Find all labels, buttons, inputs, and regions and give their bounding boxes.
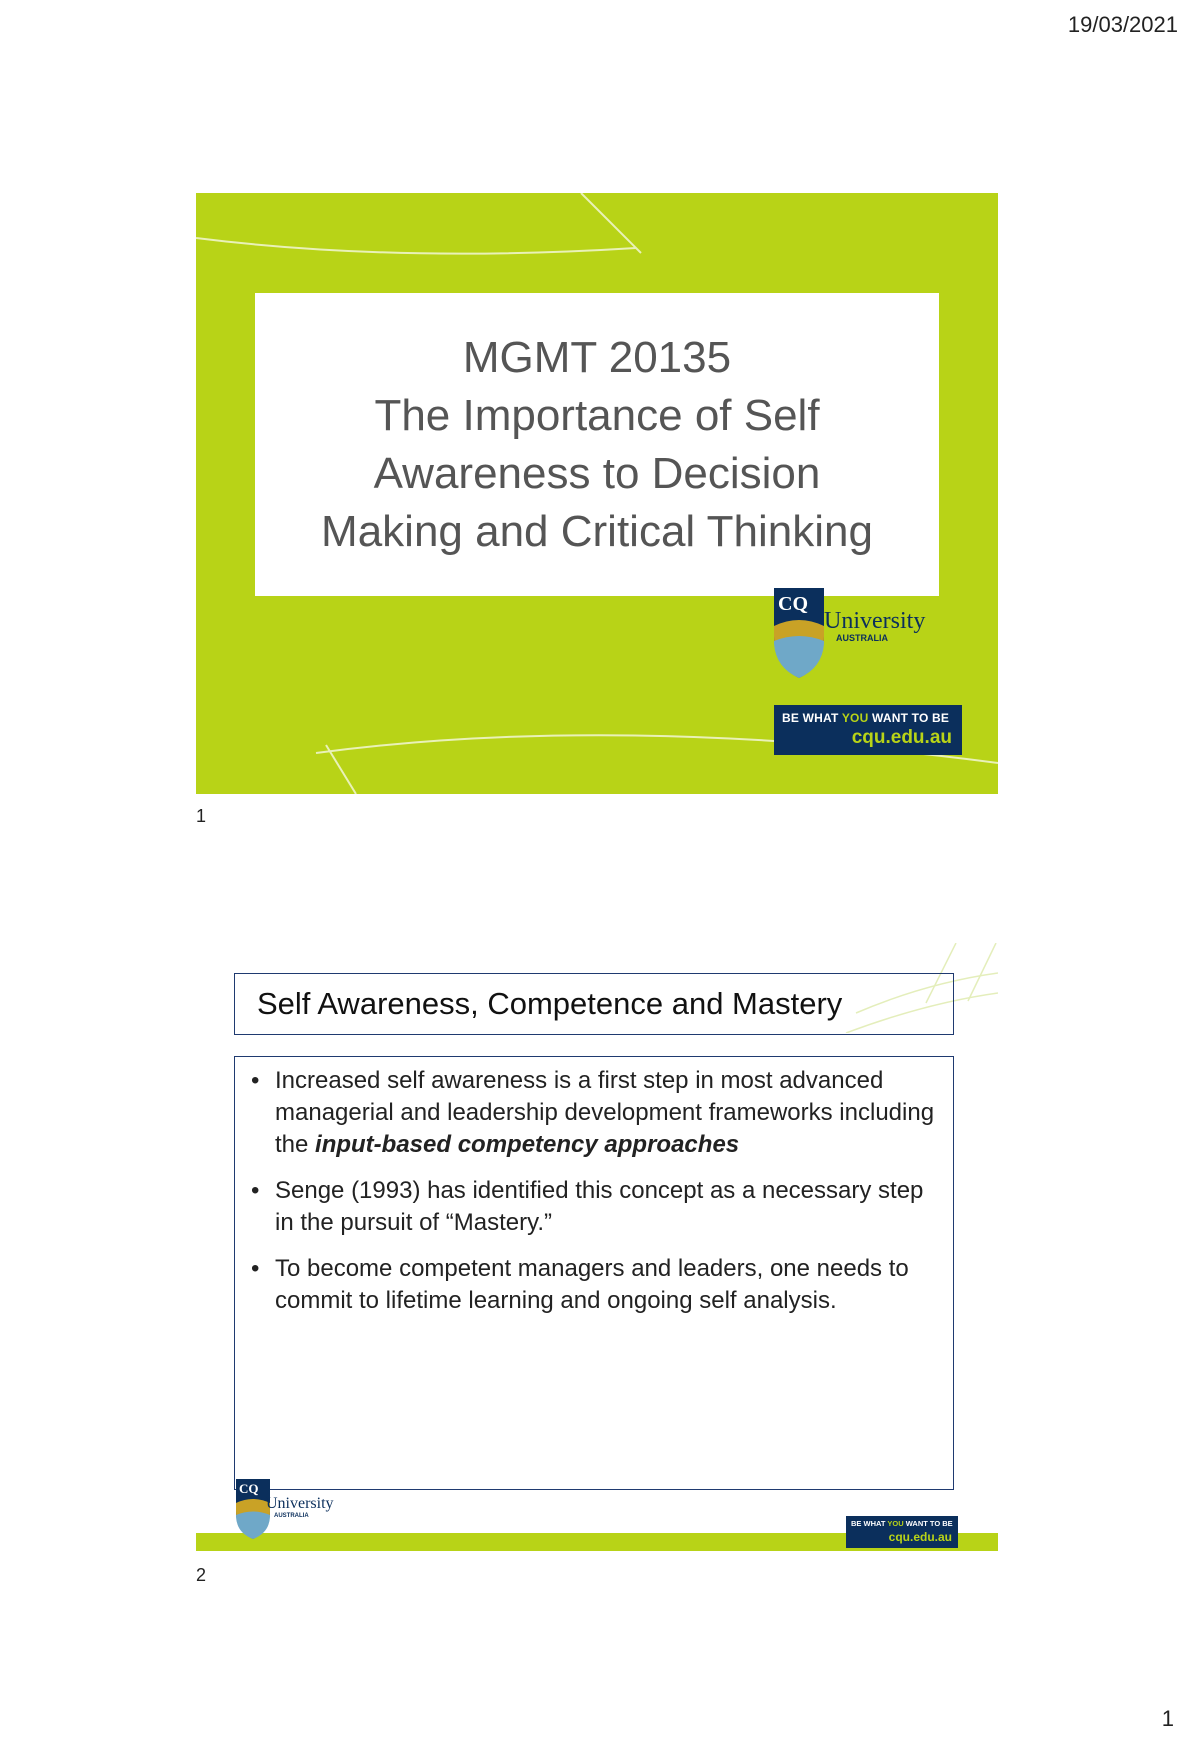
page-date: 19/03/2021 bbox=[1067, 12, 1178, 37]
slide-2-body bbox=[234, 1056, 954, 1490]
cqu-logo-small bbox=[236, 1477, 356, 1547]
course-code: MGMT 20135 bbox=[462, 332, 732, 382]
title-line-2: The Importance of Self bbox=[374, 390, 820, 440]
title-line-4: Making and Critical Thinking bbox=[321, 506, 873, 556]
cqu-logo bbox=[774, 586, 974, 686]
tagline-badge bbox=[774, 705, 962, 755]
logo-country: AUSTRALIA bbox=[836, 633, 888, 643]
tagline-url: cqu.edu.au bbox=[888, 1530, 952, 1544]
logo-word: University bbox=[266, 1495, 334, 1512]
title-line-3: Awareness to Decision bbox=[373, 448, 821, 498]
slide-2-title: Self Awareness, Competence and Mastery bbox=[234, 973, 954, 1035]
logo-letters: CQ bbox=[778, 593, 808, 615]
bullet-item: • To become competent managers and leaders, one needs to commit to lifetime learning and ongoing self analysis. bbox=[245, 1253, 937, 1317]
tagline-url: cqu.edu.au bbox=[851, 727, 952, 748]
logo-word: University bbox=[824, 608, 926, 634]
logo-letters: CQ bbox=[239, 1481, 259, 1496]
bullet-list bbox=[245, 1065, 937, 1317]
tagline-badge-small bbox=[846, 1516, 958, 1548]
bullet-item: • Increased self awareness is a first step in most advanced managerial and leadership development frameworks including the input-based competency approaches bbox=[245, 1065, 937, 1161]
title-box bbox=[255, 293, 939, 596]
slide-1 bbox=[196, 193, 998, 794]
tagline-text: BE WHAT YOU WANT TO BE bbox=[851, 1519, 953, 1528]
slide-number-1: 1 bbox=[196, 806, 207, 826]
logo-country: AUSTRALIA bbox=[274, 1513, 309, 1519]
page-number: 1 bbox=[1161, 1706, 1174, 1731]
bullet-item: • Senge (1993) has identified this concept as a necessary step in the pursuit of “Mastery.” bbox=[245, 1175, 937, 1239]
slide-number-2: 2 bbox=[196, 1565, 207, 1585]
tagline-text: BE WHAT YOU WANT TO BE bbox=[782, 711, 950, 725]
slide-2 bbox=[196, 943, 998, 1551]
